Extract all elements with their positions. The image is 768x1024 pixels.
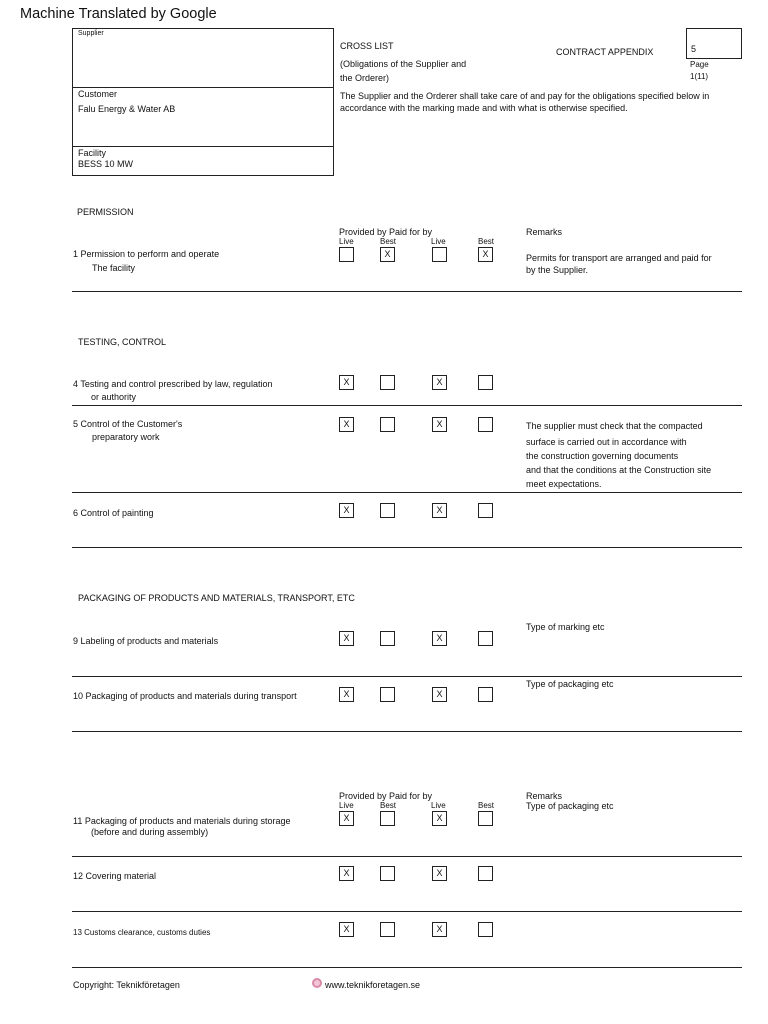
- row-9-remark-line-1: Type of marking etc: [526, 622, 605, 632]
- row-1-sublabel: The facility: [92, 263, 136, 273]
- customer-box: [72, 87, 334, 147]
- document-title: CROSS LIST: [340, 41, 394, 51]
- column-header-live-4: Live: [431, 801, 446, 810]
- row-6-best-provided-checkbox[interactable]: [380, 503, 395, 518]
- row-13-best-provided-checkbox[interactable]: [380, 922, 395, 937]
- column-header-provided-paid-2: Provided by Paid for by: [339, 791, 433, 801]
- row-divider: [72, 291, 742, 292]
- row-11-best-paid-checkbox[interactable]: [478, 811, 493, 826]
- row-13-live-paid-checkbox[interactable]: X: [432, 922, 447, 937]
- row-divider: [72, 405, 742, 406]
- row-5-label: 5 Control of the Customer's: [73, 419, 183, 429]
- row-divider: [72, 492, 742, 493]
- supplier-box: [72, 28, 334, 88]
- column-header-remarks-2: Remarks: [526, 791, 563, 801]
- row-11-sublabel: (before and during assembly): [91, 827, 209, 837]
- row-12-label: 12 Covering material: [73, 871, 157, 881]
- row-divider: [72, 911, 742, 912]
- row-13-label: 13 Customs clearance, customs duties: [73, 928, 211, 937]
- row-5-live-paid-checkbox[interactable]: X: [432, 417, 447, 432]
- row-9-label: 9 Labeling of products and materials: [73, 636, 219, 646]
- row-4-best-paid-checkbox[interactable]: [478, 375, 493, 390]
- row-1-remark-line-2: by the Supplier.: [526, 265, 589, 275]
- supplier-label: Supplier: [78, 30, 104, 37]
- column-header-best-3: Best: [380, 801, 397, 810]
- row-1-best-provided-checkbox[interactable]: X: [380, 247, 395, 262]
- row-11-remark-line-1: Type of packaging etc: [526, 801, 614, 811]
- page-label: Page: [690, 60, 709, 69]
- section-title-packaging: PACKAGING OF PRODUCTS AND MATERIALS, TRANSPORT, ETC: [78, 593, 355, 603]
- row-13-best-paid-checkbox[interactable]: [478, 922, 493, 937]
- row-4-best-provided-checkbox[interactable]: [380, 375, 395, 390]
- column-header-best-1: Best: [380, 237, 397, 246]
- row-10-label: 10 Packaging of products and materials during transport: [73, 691, 297, 701]
- row-divider: [72, 731, 742, 732]
- row-6-live-provided-checkbox[interactable]: X: [339, 503, 354, 518]
- row-11-live-provided-checkbox[interactable]: X: [339, 811, 354, 826]
- row-6-best-paid-checkbox[interactable]: [478, 503, 493, 518]
- machine-translation-banner: Machine Translated by Google: [20, 6, 217, 22]
- row-10-best-paid-checkbox[interactable]: [478, 687, 493, 702]
- section-title-testing: TESTING, CONTROL: [78, 337, 167, 347]
- row-1-best-paid-checkbox[interactable]: X: [478, 247, 493, 262]
- column-header-provided-paid: Provided by Paid for by: [339, 227, 433, 237]
- customer-value: Falu Energy & Water AB: [78, 104, 176, 114]
- appendix-number: 5: [691, 44, 697, 54]
- column-header-best-2: Best: [478, 237, 495, 246]
- row-5-remark-line-4: and that the conditions at the Construction site: [526, 465, 712, 475]
- document-subtitle-line2: the Orderer): [340, 73, 390, 83]
- row-4-label: 4 Testing and control prescribed by law, regulation: [73, 379, 273, 389]
- row-12-best-paid-checkbox[interactable]: [478, 866, 493, 881]
- row-1-live-provided-checkbox[interactable]: [339, 247, 354, 262]
- row-4-sublabel: or authority: [91, 392, 137, 402]
- row-5-live-provided-checkbox[interactable]: X: [339, 417, 354, 432]
- column-header-remarks: Remarks: [526, 227, 563, 237]
- row-13-live-provided-checkbox[interactable]: X: [339, 922, 354, 937]
- row-12-live-provided-checkbox[interactable]: X: [339, 866, 354, 881]
- row-6-live-paid-checkbox[interactable]: X: [432, 503, 447, 518]
- row-11-live-paid-checkbox[interactable]: X: [432, 811, 447, 826]
- section-title-permission: PERMISSION: [77, 207, 134, 217]
- row-10-live-provided-checkbox[interactable]: X: [339, 687, 354, 702]
- row-4-live-paid-checkbox[interactable]: X: [432, 375, 447, 390]
- row-5-best-paid-checkbox[interactable]: [478, 417, 493, 432]
- column-header-live-3: Live: [339, 801, 354, 810]
- row-divider: [72, 856, 742, 857]
- facility-label: Facility: [78, 148, 107, 158]
- row-10-live-paid-checkbox[interactable]: X: [432, 687, 447, 702]
- appendix-label: CONTRACT APPENDIX: [556, 47, 654, 57]
- row-9-best-paid-checkbox[interactable]: [478, 631, 493, 646]
- column-header-live-1: Live: [339, 237, 354, 246]
- teknikforetagen-logo-icon: [312, 978, 322, 988]
- row-1-label: 1 Permission to perform and operate: [73, 249, 220, 259]
- facility-box: [72, 146, 334, 176]
- row-12-best-provided-checkbox[interactable]: [380, 866, 395, 881]
- footer-copyright: Copyright: Teknikföretagen: [73, 980, 180, 990]
- row-5-remark-line-3: the construction governing documents: [526, 451, 679, 461]
- row-9-live-paid-checkbox[interactable]: X: [432, 631, 447, 646]
- column-header-best-4: Best: [478, 801, 495, 810]
- row-6-label: 6 Control of painting: [73, 508, 154, 518]
- page-value: 1(11): [690, 72, 709, 81]
- row-11-best-provided-checkbox[interactable]: [380, 811, 395, 826]
- row-1-remark-line-1: Permits for transport are arranged and paid for: [526, 253, 712, 263]
- intro-line-1: The Supplier and the Orderer shall take care of and pay for the obligations specified below in: [340, 91, 710, 101]
- column-header-live-2: Live: [431, 237, 446, 246]
- row-divider: [72, 547, 742, 548]
- row-5-remark-line-1: The supplier must check that the compacted: [526, 421, 703, 431]
- row-5-remark-line-2: surface is carried out in accordance with: [526, 437, 687, 447]
- row-5-best-provided-checkbox[interactable]: [380, 417, 395, 432]
- footer-website-link[interactable]: www.teknikforetagen.se: [325, 980, 421, 990]
- facility-value: BESS 10 MW: [78, 159, 134, 169]
- row-5-sublabel: preparatory work: [92, 432, 160, 442]
- row-5-remark-line-5: meet expectations.: [526, 479, 602, 489]
- row-9-live-provided-checkbox[interactable]: X: [339, 631, 354, 646]
- row-9-best-provided-checkbox[interactable]: [380, 631, 395, 646]
- intro-line-2: accordance with the marking made and with what is otherwise specified.: [340, 103, 628, 113]
- row-4-live-provided-checkbox[interactable]: X: [339, 375, 354, 390]
- customer-label: Customer: [78, 89, 118, 99]
- row-divider: [72, 967, 742, 968]
- document-subtitle-line1: (Obligations of the Supplier and: [340, 59, 467, 69]
- row-1-live-paid-checkbox[interactable]: [432, 247, 447, 262]
- row-11-label: 11 Packaging of products and materials during storage: [73, 816, 291, 826]
- appendix-number-box: [686, 28, 742, 59]
- row-10-remark-line-1: Type of packaging etc: [526, 679, 614, 689]
- row-divider: [72, 676, 742, 677]
- row-10-best-provided-checkbox[interactable]: [380, 687, 395, 702]
- row-12-live-paid-checkbox[interactable]: X: [432, 866, 447, 881]
